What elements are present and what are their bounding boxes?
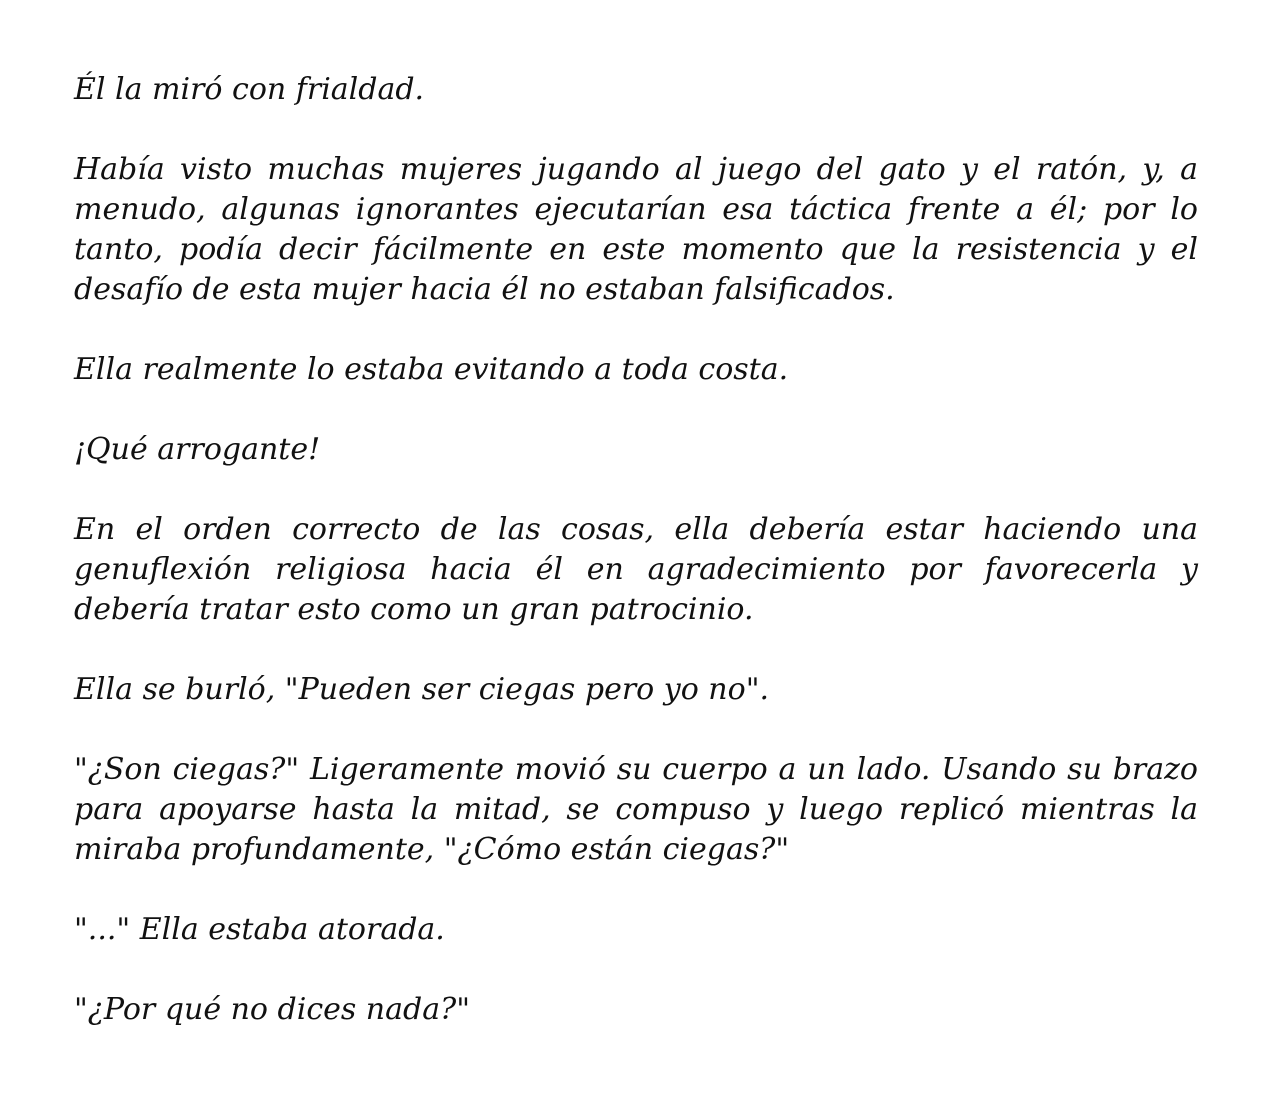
paragraph: Ella realmente lo estaba evitando a toda costa.: [74, 352, 789, 387]
paragraph: En el orden correcto de las cosas, ella debería estar haciendo una genuflexión religiosa hacia él en agradecimiento por favorecerla y debería tratar esto como un gran patrocinio.: [74, 512, 1198, 627]
document-page: [74, 70, 1198, 1030]
paragraph: "..." Ella estaba atorada.: [74, 912, 445, 947]
paragraph: "¿Por qué no dices nada?": [74, 992, 470, 1027]
paragraph: "¿Son ciegas?" Ligeramente movió su cuerpo a un lado. Usando su brazo para apoyarse hasta la mitad, se compuso y luego replicó mientras la miraba profundamente, "¿Cómo están ciegas?": [74, 752, 1198, 867]
paragraph: ¡Qué arrogante!: [74, 432, 321, 467]
paragraph: Ella se burló, "Pueden ser ciegas pero yo no".: [74, 672, 770, 707]
paragraph: Él la miró con frialdad.: [74, 72, 425, 107]
paragraph: Había visto muchas mujeres jugando al juego del gato y el ratón, y, a menudo, algunas ignorantes ejecutarían esa táctica frente a él; por lo tanto, podía decir fácilmente en este momento que la resistencia y el desafío de esta mujer hacia él no estaban falsificados.: [74, 152, 1198, 307]
